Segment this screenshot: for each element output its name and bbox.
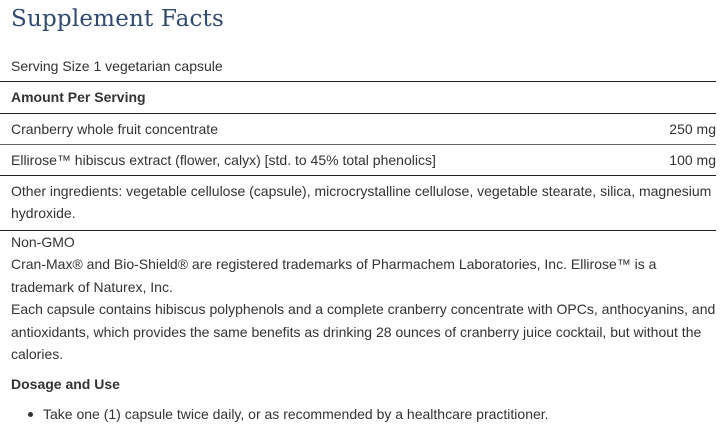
ingredient-amount: 100 mg	[669, 152, 716, 168]
ingredient-amount: 250 mg	[669, 121, 716, 137]
dosage-list-item	[28, 403, 549, 425]
serving-size-text: Serving Size 1 vegetarian capsule	[11, 58, 223, 74]
divider	[0, 113, 716, 114]
amount-per-serving-label: Amount Per Serving	[11, 89, 146, 105]
ingredient-row	[11, 118, 716, 140]
bullet-icon	[28, 412, 33, 417]
ingredient-row	[11, 149, 716, 171]
non-gmo-note: Non-GMO	[11, 234, 75, 250]
ingredient-name: Ellirose™ hibiscus extract (flower, calyx) [std. to 45% total phenolics]	[11, 152, 436, 168]
divider	[0, 144, 716, 145]
dosage-heading-text: Dosage and Use	[11, 376, 120, 392]
dosage-instruction: Take one (1) capsule twice daily, or as recommended by a healthcare practitioner.	[43, 406, 549, 422]
description-note: Each capsule contains hibiscus polyphenols and a complete cranberry concentrate with OPCs, anthocyanins, and antioxidants, which provides the same benefits as drinking 28 ounces of cranberry juice cocktail, but without the calories.	[11, 301, 716, 363]
page-title: Supplement Facts	[11, 6, 225, 32]
dosage-heading	[11, 373, 716, 395]
serving-size	[11, 55, 716, 77]
trademark-note: Cran-Max® and Bio-Shield® are registered trademarks of Pharmachem Laboratories, Inc. Ellirose™ is a trademark of Naturex, Inc.	[11, 256, 657, 295]
amount-per-serving-header	[11, 86, 716, 108]
divider	[0, 175, 716, 176]
divider	[0, 81, 716, 82]
ingredient-name: Cranberry whole fruit concentrate	[11, 121, 218, 137]
other-ingredients: Other ingredients: vegetable cellulose (capsule), microcrystalline cellulose, vegetable stearate, silica, magnesium hydroxide.	[11, 183, 712, 222]
notes-section	[11, 231, 719, 365]
